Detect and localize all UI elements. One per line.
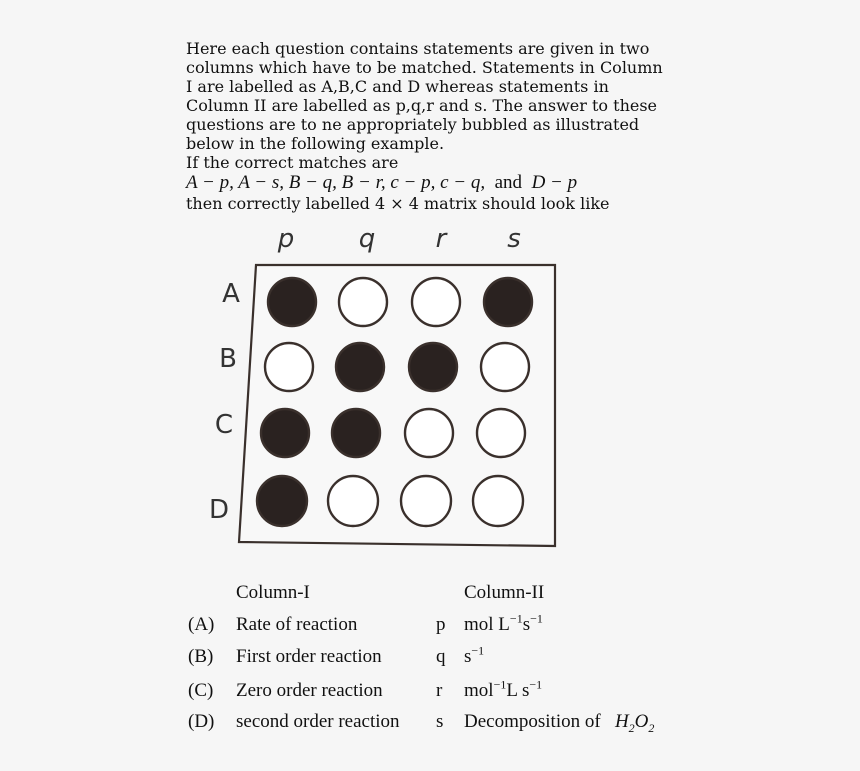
bubble-a-q [339, 278, 387, 326]
row-item: Zero order reaction [236, 680, 383, 701]
instruction-line-2: columns which have to be matched. Statements in Column [186, 58, 663, 77]
row-label: (D) [188, 711, 215, 732]
bubble-matrix-svg [200, 222, 580, 562]
example-matches [186, 172, 706, 194]
row-code: r [436, 680, 443, 701]
row-value: $s^{-1}$ [464, 643, 485, 667]
row-item: second order reaction [236, 711, 400, 732]
bubble-b-q [336, 343, 384, 391]
row-item: First order reaction [236, 646, 382, 667]
instruction-line-4: Column II are labelled as p,q,r and s. The answer to these [186, 96, 658, 115]
matches-last: D − p [531, 172, 578, 193]
bubble-b-p [265, 343, 313, 391]
row-label-d: D [208, 495, 230, 525]
column-label-p: p [277, 224, 295, 254]
column-label-r: r [435, 224, 447, 254]
row-value: Decomposition of $H_2O_2$ [464, 711, 655, 735]
bubble-c-q [332, 409, 380, 457]
column-label-s: s [507, 224, 521, 254]
bubble-d-p [257, 476, 307, 526]
bubble-d-q [328, 476, 378, 526]
row-label: (C) [188, 680, 214, 701]
instruction-line-6: below in the following example. [186, 134, 445, 153]
bubble-a-r [412, 278, 460, 326]
row-code: p [436, 614, 446, 635]
row-label-a: A [222, 279, 240, 309]
instructions-block [186, 39, 706, 213]
column-label-q: q [358, 224, 376, 254]
row-code: s [436, 711, 444, 732]
row-code: q [436, 646, 446, 667]
row-label: (A) [188, 614, 215, 635]
matches-list: A − p, A − s, B − q, B − r, c − p, c − q, [186, 172, 486, 193]
row-label-b: B [219, 344, 237, 374]
bubble-c-p [261, 409, 309, 457]
row-item: Rate of reaction [236, 614, 358, 635]
bubble-a-p [268, 278, 316, 326]
instruction-line-3: I are labelled as A,B,C and D whereas statements in [186, 77, 609, 96]
row-label: (B) [188, 646, 214, 667]
instruction-line-5: questions are to ne appropriately bubbled as illustrated [186, 115, 640, 134]
matches-and: and [494, 172, 523, 193]
column-2-header: Column-II [464, 582, 545, 603]
bubble-b-s [481, 343, 529, 391]
instruction-line-1: Here each question contains statements are given in two [186, 39, 650, 58]
bubble-d-s [473, 476, 523, 526]
row-value: mol $L^{-1}s^{-1}$ [464, 611, 543, 635]
bubble-d-r [401, 476, 451, 526]
bubble-c-r [405, 409, 453, 457]
bubble-matrix [200, 222, 580, 562]
column-1-header: Column-I [236, 582, 310, 603]
instruction-closing-line: then correctly labelled 4 × 4 matrix should look like [186, 194, 610, 213]
h2o2-formula: $H_2O_2$ [614, 711, 655, 735]
instruction-line-7: If the correct matches are [186, 153, 399, 172]
bubble-c-s [477, 409, 525, 457]
bubble-b-r [409, 343, 457, 391]
row-label-c: C [214, 410, 234, 440]
row-value: mol$^{-1}$L $s^{-1}$ [464, 677, 543, 701]
bubble-a-s [484, 278, 532, 326]
